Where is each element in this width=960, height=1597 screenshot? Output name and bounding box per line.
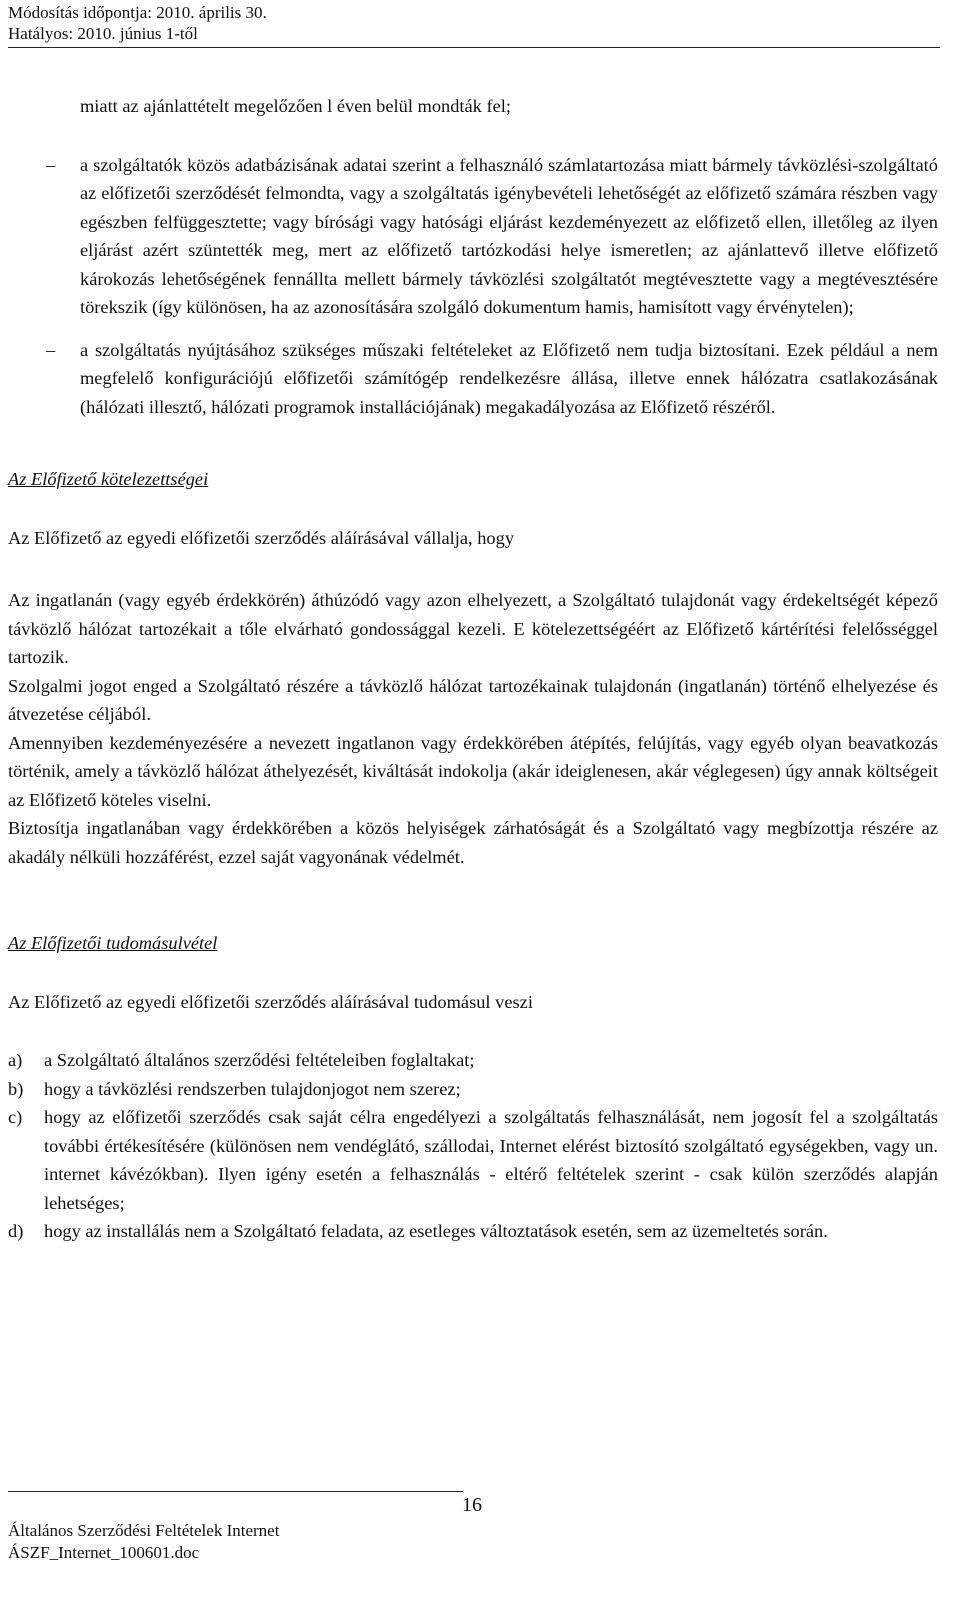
bullet-dash: – [46, 339, 56, 360]
effective-date: Hatályos: 2010. június 1-től [8, 24, 198, 43]
document-body [8, 92, 938, 1246]
page-footer [8, 1520, 279, 1564]
paragraph: Szolgalmi jogot enged a Szolgáltató részére a távközlő hálózat tartozékainak tulajdonán (ingatlanán) történő elhelyezése és átvezetése céljából. [8, 675, 938, 724]
list-marker: c) [8, 1107, 23, 1127]
page-header [8, 2, 938, 44]
section-heading-acknowledgement: Az Előfizetői tudomásulvétel [8, 933, 218, 953]
bullet-text: a szolgáltatók közös adatbázisának adatai szerint a felhasználó számlatartozása miatt bármely távközlési-szolgáltató az előfizetői szerződését felmondta, vagy a szolgáltatás igénybevételi lehetőségét az előfizető számára részben vagy egészben felfüggesztette; vagy bírósági vagy hatósági eljárást kezdeményezett az előfizető ellen, illetőleg az ilyen eljárást azért szüntették meg, mert az előfizető tartózkodási helye ismeretlen; az ajánlattevő illetve előfizető károkozás lehetőségének fennállta mellett bármely távközlési szolgáltatót megtévesztette vagy a megtévesztésére törekszik (így különösen, ha az azonosítására szolgáló dokumentum hamis, hamisított vagy érvénytelen); [80, 154, 938, 317]
list-marker: a) [8, 1050, 23, 1070]
list-marker: d) [8, 1221, 24, 1241]
bullet-item [8, 336, 938, 422]
page-number: 16 [462, 1494, 482, 1516]
list-item [8, 1217, 938, 1246]
list-item [8, 1046, 938, 1075]
paragraph: Amennyiben kezdeményezésére a nevezett ingatlanon vagy érdekkörében átépítés, felújítás, vagy egyéb olyan beavatkozás történik, amely a távközlő hálózat áthelyezését, kiváltását indokolja (akár ideiglenesen, akár véglegesen) úgy annak költségeit az Előfizető köteles viselni. [8, 732, 938, 810]
list-item [8, 1103, 938, 1217]
list-marker: b) [8, 1078, 24, 1099]
section-heading-obligations: Az Előfizető kötelezettségei [8, 469, 209, 489]
paragraph: Az ingatlanán (vagy egyéb érdekkörén) áthúzódó vagy azon elhelyezett, a Szolgáltató tulajdonát vagy érdekeltségét képező távközlő hálózat tartozékait a tőle elvárható gondossággal kezeli. E kötelezettségéért az Előfizető kártérítési felelősséggel tartozik. [8, 590, 938, 667]
list-item-text: hogy a távközlési rendszerben tulajdonjogot nem szerez; [44, 1078, 461, 1099]
document-title: Általános Szerződési Feltételek Internet [8, 1521, 280, 1540]
footer-divider [8, 1491, 463, 1492]
paragraph: Biztosítja ingatlanában vagy érdekkörében a közös helyiségek zárhatóságát és a Szolgáltató vagy megbízottja részére az akadály nélküli hozzáférést, ezzel saját vagyonának védelmét. [8, 818, 938, 867]
bullet-item [8, 151, 938, 322]
list-item-text: hogy az előfizetői szerződés csak saját célra engedélyezi a szolgáltatás felhasználását, nem jogosít fel a szolgáltatás további értékesítésére (különösen nem vendéglátó, szállodai, Internet elérést biztosító szolgáltató egységekben, vagy un. internet kávézókban). Ilyen igény esetén a felhasználás - eltérő feltételek szerint - csak külön szerződés alapján lehetséges; [44, 1107, 938, 1213]
file-name: ÁSZF_Internet_100601.doc [8, 1543, 200, 1562]
list-item-text: hogy az installálás nem a Szolgáltató feladata, az esetleges változtatások esetén, sem az üzemeltetés során. [44, 1221, 828, 1241]
bullet-text: a szolgáltatás nyújtásához szükséges műszaki feltételeket az Előfizető nem tudja biztosítani. Ezek például a nem megfelelő konfigurációjú előfizetői számítógép rendelkezésre állása, illetve ennek hálózatra csatlakozásának (hálózati illesztő, hálózati programok installációjának) megakadályozása az Előfizető részéről. [80, 339, 938, 417]
section-lead: Az Előfizető az egyedi előfizetői szerződés aláírásával tudomásul veszi [8, 991, 533, 1012]
section-lead: Az Előfizető az egyedi előfizetői szerződés aláírásával vállalja, hogy [8, 527, 515, 548]
modification-date: Módosítás időpontja: 2010. április 30. [8, 3, 267, 22]
bullet-dash: – [46, 154, 56, 175]
intro-continuation: miatt az ajánlattételt megelőzően l éven belül mondták fel; [80, 96, 511, 116]
header-divider [8, 47, 940, 48]
list-item-text: a Szolgáltató általános szerződési feltételeiben foglaltakat; [44, 1050, 475, 1070]
list-item [8, 1075, 938, 1104]
